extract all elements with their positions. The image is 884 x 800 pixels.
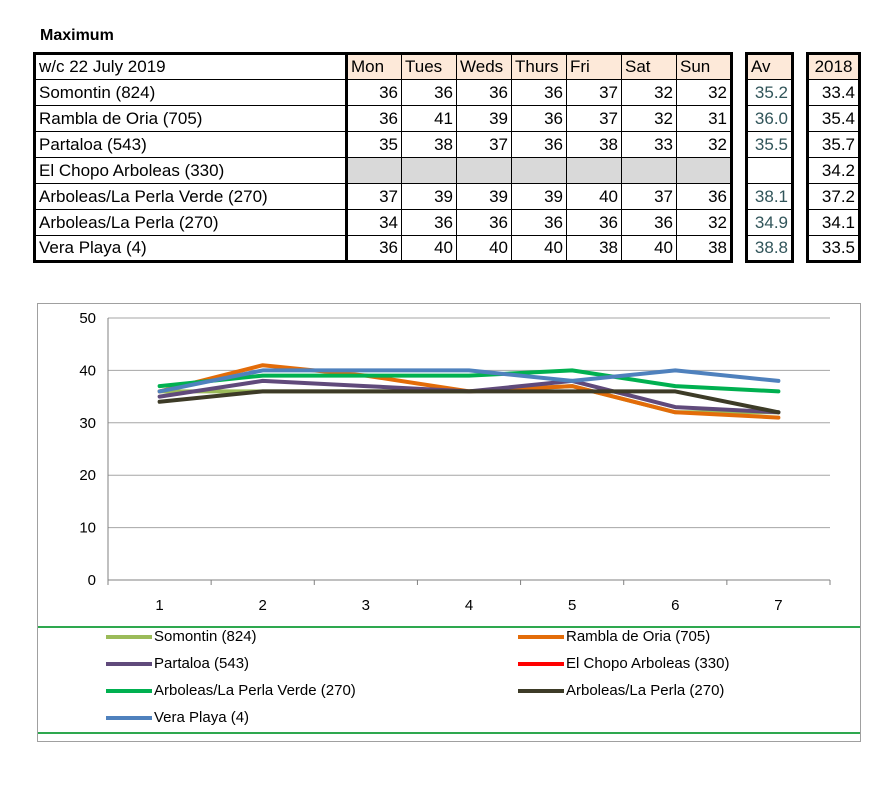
day-header: Fri — [567, 54, 622, 80]
day-header: Sun — [677, 54, 732, 80]
y-tick-label: 30 — [79, 414, 96, 432]
y-tick-label: 50 — [79, 310, 96, 327]
day-header: Thurs — [512, 54, 567, 80]
temperature-cell: 40 — [567, 184, 622, 210]
average-cell: 38.8 — [747, 236, 793, 262]
temperature-cell: 40 — [402, 236, 457, 262]
temperature-cell: 32 — [677, 132, 732, 158]
temperature-cell — [512, 158, 567, 184]
prev-year-cell: 33.5 — [808, 236, 860, 262]
average-cell: 35.2 — [747, 80, 793, 106]
temperature-cell: 36 — [512, 80, 567, 106]
legend-swatch — [518, 635, 564, 639]
y-tick-label: 20 — [79, 467, 96, 485]
temperature-cell — [457, 158, 512, 184]
temperature-cell: 36 — [457, 210, 512, 236]
table-row — [35, 210, 732, 236]
station-name: Rambla de Oria (705) — [35, 106, 347, 132]
legend-swatch — [106, 635, 152, 639]
day-header: Weds — [457, 54, 512, 80]
temperature-cell: 31 — [677, 106, 732, 132]
temperature-cell — [622, 158, 677, 184]
station-name: Arboleas/La Perla (270) — [35, 210, 347, 236]
legend-item — [518, 628, 710, 645]
temperature-cell: 32 — [677, 210, 732, 236]
day-header: Mon — [347, 54, 402, 80]
temperature-cell: 38 — [402, 132, 457, 158]
temperature-cell: 36 — [402, 210, 457, 236]
table-row — [35, 106, 732, 132]
average-cell: 36.0 — [747, 106, 793, 132]
previous-year-column — [806, 52, 861, 263]
temperature-cell: 32 — [622, 106, 677, 132]
legend-label: Arboleas/La Perla (270) — [566, 682, 725, 699]
prev-year-cell: 34.1 — [808, 210, 860, 236]
temperature-cell: 36 — [457, 80, 512, 106]
temperature-cell — [567, 158, 622, 184]
temperature-cell: 39 — [512, 184, 567, 210]
table-row — [35, 158, 732, 184]
prev-year-cell: 34.2 — [808, 158, 860, 184]
x-tick-label: 4 — [464, 597, 474, 614]
temperature-cell — [677, 158, 732, 184]
section-title: Maximum — [40, 27, 114, 44]
temperature-cell: 39 — [402, 184, 457, 210]
legend-swatch — [518, 662, 564, 666]
table-header-row — [35, 54, 732, 80]
temperature-cell: 37 — [347, 184, 402, 210]
table-row — [35, 80, 732, 106]
day-header: Sat — [622, 54, 677, 80]
temperature-cell: 36 — [677, 184, 732, 210]
temperature-cell: 32 — [622, 80, 677, 106]
average-cell: 34.9 — [747, 210, 793, 236]
legend-label: Somontin (824) — [154, 628, 257, 645]
temperature-cell: 32 — [677, 80, 732, 106]
prev-year-cell: 33.4 — [808, 80, 860, 106]
prev-year-cell: 35.4 — [808, 106, 860, 132]
temperature-cell: 40 — [622, 236, 677, 262]
legend-item — [106, 709, 249, 726]
temperature-cell: 36 — [347, 236, 402, 262]
temperature-cell: 37 — [567, 106, 622, 132]
temperature-cell: 37 — [457, 132, 512, 158]
average-cell: 38.1 — [747, 184, 793, 210]
station-name: Vera Playa (4) — [35, 236, 347, 262]
table-row — [35, 132, 732, 158]
average-cell: 35.5 — [747, 132, 793, 158]
table-row — [35, 236, 732, 262]
x-tick-label: 7 — [774, 597, 783, 614]
legend-item — [106, 682, 356, 699]
prev-year-cell: 37.2 — [808, 184, 860, 210]
temperature-cell — [347, 158, 402, 184]
legend-label: El Chopo Arboleas (330) — [566, 655, 730, 672]
temperature-cell: 34 — [347, 210, 402, 236]
legend-item — [106, 628, 257, 645]
x-tick-label: 5 — [567, 597, 577, 614]
legend-item — [106, 655, 249, 672]
temperature-cell: 41 — [402, 106, 457, 132]
temperature-cell: 36 — [512, 132, 567, 158]
week-label: w/c 22 July 2019 — [35, 54, 347, 80]
x-tick-label: 1 — [155, 597, 164, 614]
temperature-cell: 38 — [567, 132, 622, 158]
x-tick-label: 2 — [258, 597, 267, 614]
average-column — [745, 52, 794, 263]
temperature-cell: 39 — [457, 106, 512, 132]
prev-year-header: 2018 — [808, 54, 860, 80]
max-temperature-table — [33, 52, 733, 263]
temperature-cell: 36 — [402, 80, 457, 106]
day-header: Tues — [402, 54, 457, 80]
legend-label: Vera Playa (4) — [154, 709, 250, 726]
temperature-cell: 38 — [567, 236, 622, 262]
legend-item — [518, 682, 724, 699]
legend-label: Arboleas/La Perla Verde (270) — [154, 682, 356, 699]
prev-year-cell: 35.7 — [808, 132, 860, 158]
y-tick-label: 0 — [87, 572, 96, 589]
station-name: Somontin (824) — [35, 80, 347, 106]
temperature-cell: 35 — [347, 132, 402, 158]
chart-legend — [38, 626, 860, 734]
legend-swatch — [106, 662, 152, 666]
temperature-cell: 36 — [347, 80, 402, 106]
average-cell — [747, 158, 793, 184]
table-row — [35, 184, 732, 210]
legend-swatch — [106, 689, 152, 693]
legend-swatch — [518, 689, 564, 693]
temperature-cell — [402, 158, 457, 184]
temperature-cell: 40 — [457, 236, 512, 262]
table-body — [35, 80, 732, 262]
temperature-cell: 40 — [512, 236, 567, 262]
legend-swatch — [106, 716, 152, 720]
legend-item — [518, 655, 729, 672]
temperature-cell: 36 — [622, 210, 677, 236]
temperature-cell: 37 — [622, 184, 677, 210]
temperature-cell: 37 — [567, 80, 622, 106]
temperature-cell: 36 — [512, 210, 567, 236]
station-name: El Chopo Arboleas (330) — [35, 158, 347, 184]
line-chart — [37, 303, 861, 742]
legend-label: Rambla de Oria (705) — [566, 628, 711, 645]
x-tick-label: 6 — [671, 597, 680, 614]
legend-label: Partaloa (543) — [154, 655, 250, 672]
temperature-cell: 33 — [622, 132, 677, 158]
temperature-cell: 39 — [457, 184, 512, 210]
station-name: Arboleas/La Perla Verde (270) — [35, 184, 347, 210]
temperature-cell: 36 — [512, 106, 567, 132]
y-tick-label: 40 — [79, 362, 96, 380]
chart-plot — [38, 304, 860, 626]
station-name: Partaloa (543) — [35, 132, 347, 158]
y-tick-label: 10 — [79, 519, 96, 537]
x-tick-label: 3 — [361, 597, 371, 614]
temperature-cell: 38 — [677, 236, 732, 262]
temperature-cell: 36 — [567, 210, 622, 236]
temperature-cell: 36 — [347, 106, 402, 132]
av-header: Av — [747, 54, 793, 80]
